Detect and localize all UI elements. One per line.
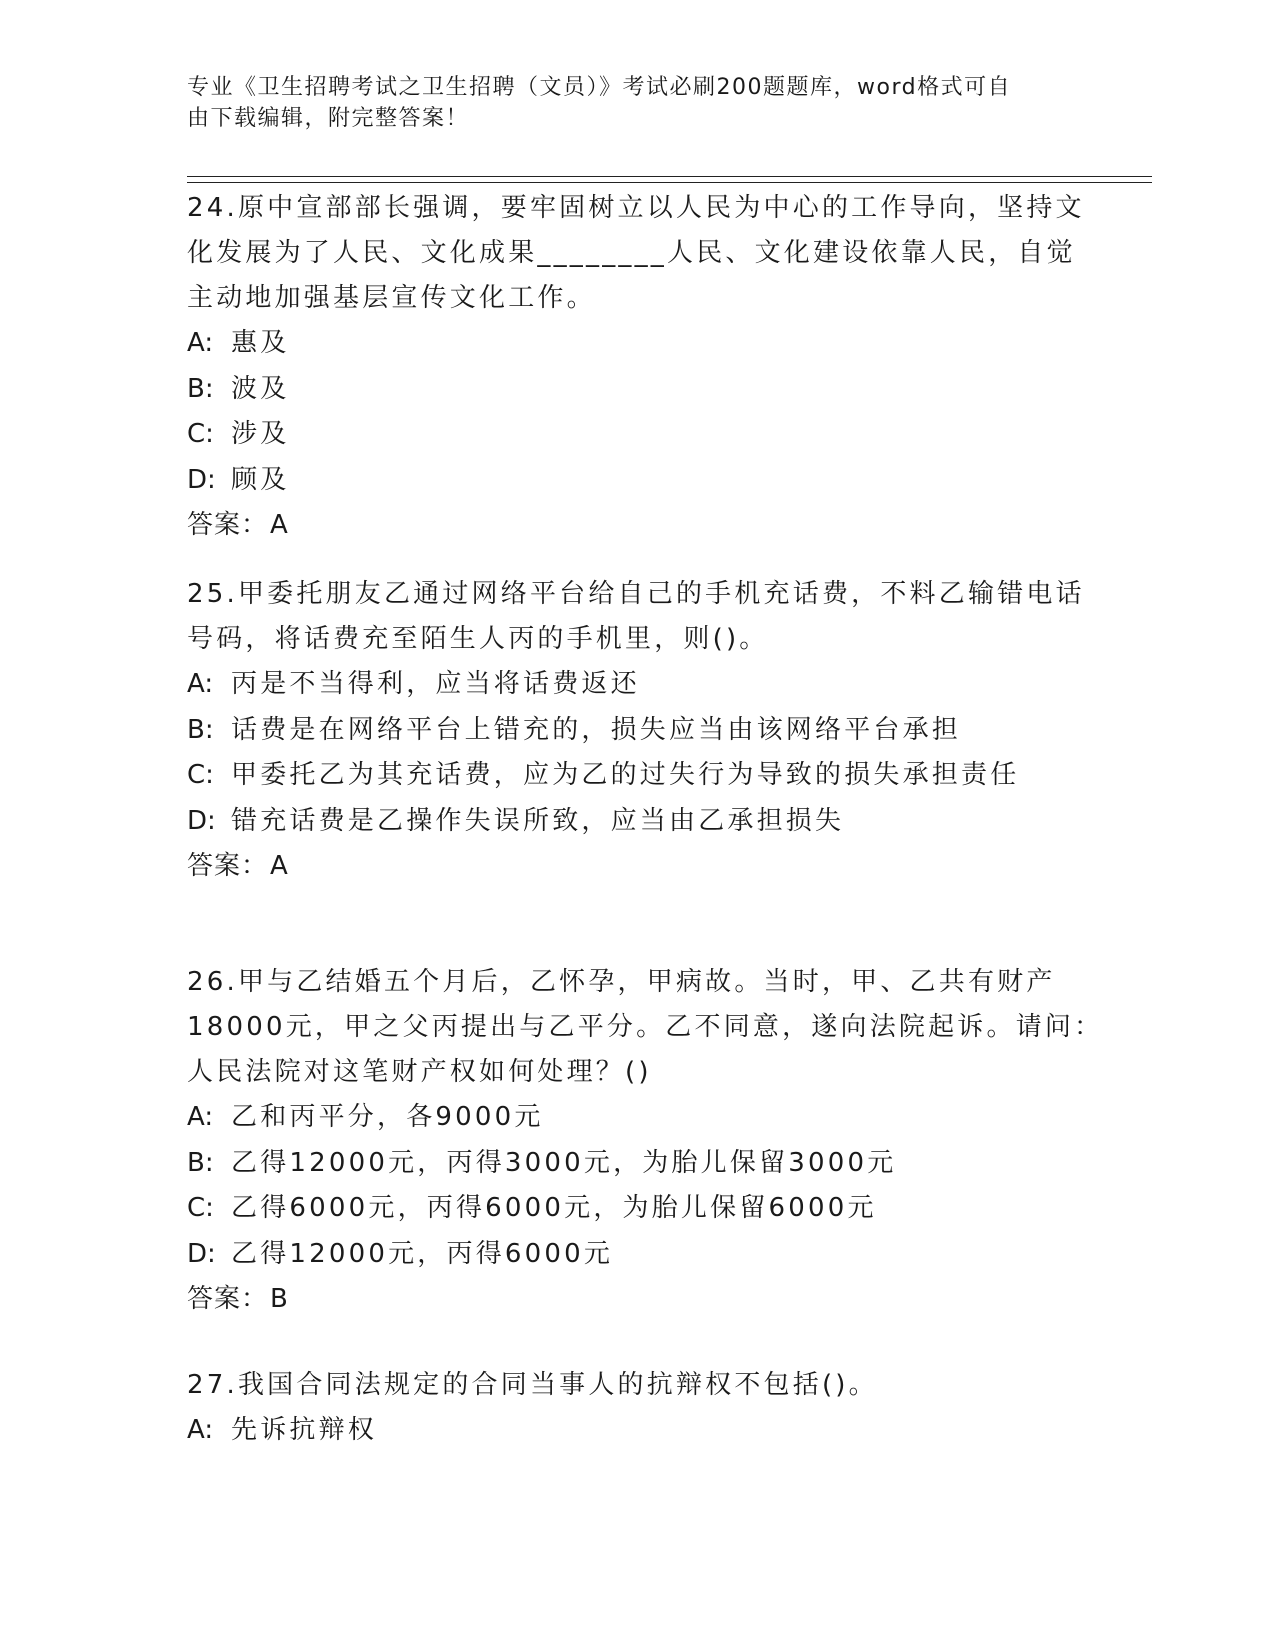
option-text: 先诉抗辩权	[231, 1415, 378, 1445]
answer-label: 答案：	[187, 510, 269, 540]
option-a	[187, 321, 1087, 367]
answer-value: A	[270, 851, 289, 881]
question-stem-line: 号码，将话费充至陌生人丙的手机里，则()。	[187, 624, 769, 654]
option-b	[187, 1141, 1087, 1187]
option-c	[187, 1186, 1087, 1232]
question-stem-line: 25.甲委托朋友乙通过网络平台给自己的手机充话费，不料乙输错电话	[187, 579, 1085, 609]
option-letter: A:	[187, 1415, 214, 1445]
option-letter: A:	[187, 669, 214, 699]
option-c	[187, 753, 1087, 799]
option-d	[187, 799, 1087, 845]
option-letter: B:	[187, 1147, 214, 1178]
answer-line	[187, 844, 1087, 889]
option-d	[187, 1232, 1087, 1278]
option-text: 惠及	[231, 328, 290, 358]
option-text: 话费是在网络平台上错充的，损失应当由该网络平台承担	[231, 714, 962, 745]
question-27	[187, 1363, 1087, 1454]
header-line-1: 专业《卫生招聘考试之卫生招聘（文员）》考试必刷200题题库，word格式可自	[187, 75, 1012, 100]
option-letter: D:	[187, 805, 216, 836]
option-text: 乙和丙平分，各9000元	[231, 1102, 544, 1132]
question-stem-line: 人民法院对这笔财产权如何处理？()	[187, 1057, 652, 1087]
option-letter: A:	[187, 1102, 214, 1132]
option-letter: C:	[187, 760, 214, 790]
option-d	[187, 458, 1087, 504]
question-25	[187, 572, 1087, 889]
header-divider-bottom	[187, 182, 1152, 183]
option-text: 甲委托乙为其充话费，应为乙的过失行为导致的损失承担责任	[231, 760, 1020, 790]
option-text: 错充话费是乙操作失误所致，应当由乙承担损失	[231, 805, 845, 836]
option-b	[187, 708, 1087, 754]
question-stem-line: 化发展为了人民、文化成果________人民、文化建设依靠人民，自觉	[187, 238, 1076, 268]
question-stem-line: 主动地加强基层宣传文化工作。	[187, 283, 596, 313]
option-b	[187, 367, 1087, 413]
option-text: 乙得12000元，丙得3000元，为胎儿保留3000元	[231, 1147, 897, 1178]
option-text: 涉及	[231, 419, 290, 449]
option-letter: B:	[187, 373, 214, 404]
option-text: 乙得12000元，丙得6000元	[231, 1238, 614, 1269]
option-letter: C:	[187, 1193, 214, 1223]
answer-label: 答案：	[187, 1284, 269, 1314]
question-26	[187, 960, 1104, 1322]
option-letter: B:	[187, 714, 214, 745]
question-stem-line: 24.原中宣部部长强调，要牢固树立以人民为中心的工作导向，坚持文	[187, 193, 1085, 223]
answer-line	[187, 503, 1087, 548]
option-letter: D:	[187, 1238, 216, 1269]
option-text: 丙是不当得利，应当将话费返还	[231, 669, 640, 699]
option-text: 乙得6000元，丙得6000元，为胎儿保留6000元	[231, 1193, 877, 1223]
option-letter: C:	[187, 419, 214, 449]
option-letter: A:	[187, 328, 214, 358]
header-line-2: 由下载编辑，附完整答案！	[187, 106, 470, 131]
question-24	[187, 186, 1087, 548]
option-text: 顾及	[231, 464, 290, 495]
answer-value: A	[270, 510, 289, 540]
answer-label: 答案：	[187, 851, 269, 881]
option-text: 波及	[231, 373, 290, 404]
answer-line	[187, 1277, 1087, 1322]
option-a	[187, 1408, 1087, 1454]
header-divider-top	[187, 176, 1152, 177]
option-a	[187, 1095, 1087, 1141]
option-letter: D:	[187, 464, 216, 495]
option-a	[187, 662, 1087, 708]
answer-value: B	[270, 1284, 289, 1314]
document-header	[187, 72, 1067, 134]
question-stem-line: 27.我国合同法规定的合同当事人的抗辩权不包括()。	[187, 1370, 878, 1400]
question-stem-line: 18000元，甲之父丙提出与乙平分。乙不同意，遂向法院起诉。请问：	[187, 1012, 1104, 1042]
question-stem-line: 26.甲与乙结婚五个月后，乙怀孕，甲病故。当时，甲、乙共有财产	[187, 967, 1056, 997]
option-c	[187, 412, 1087, 458]
